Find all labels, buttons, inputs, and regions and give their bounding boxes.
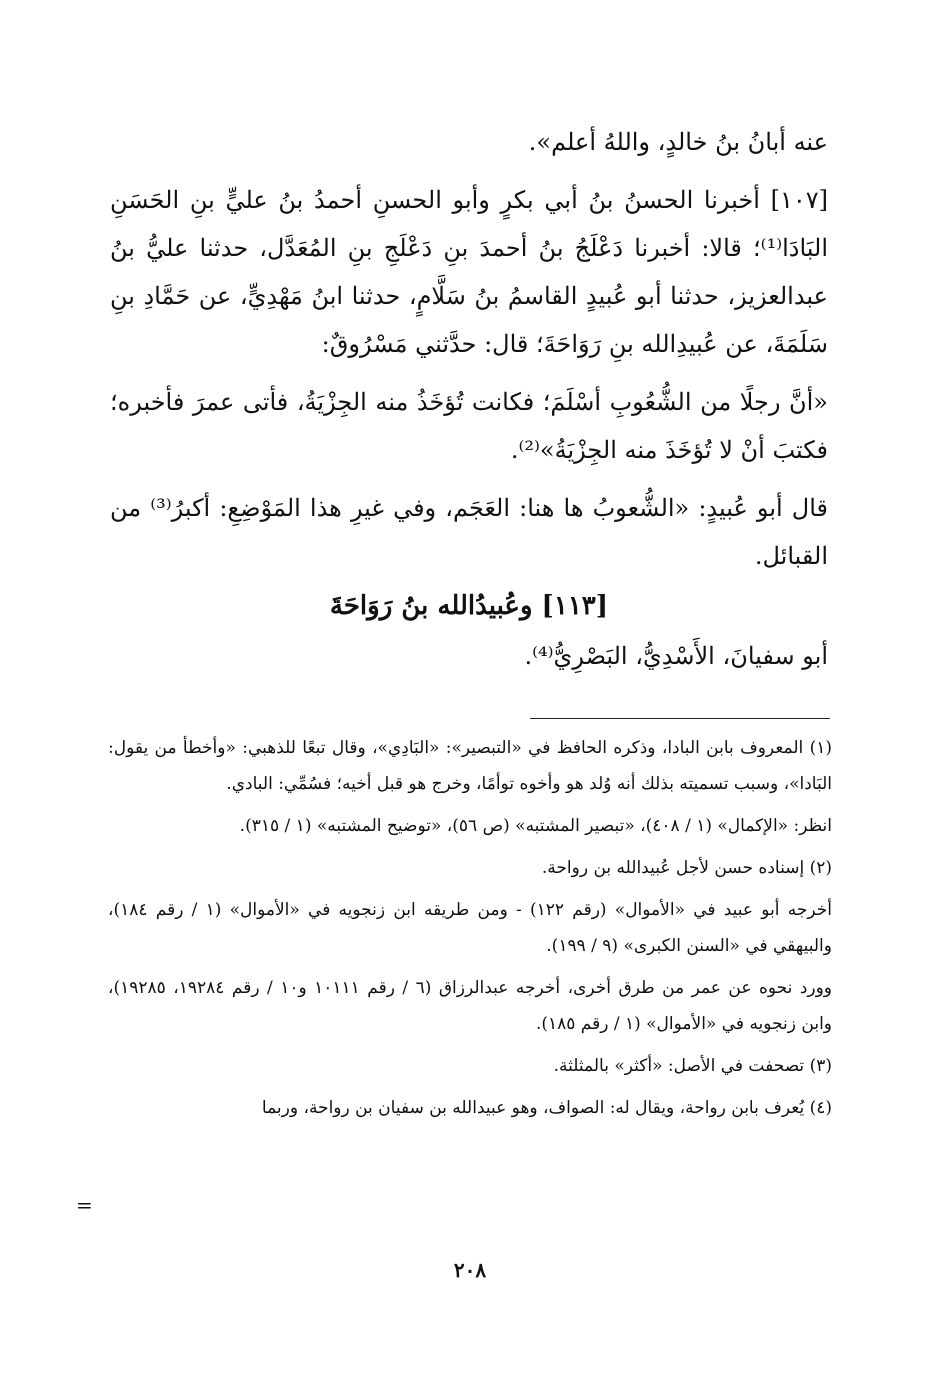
paragraph-closing-quote: عنه أبانُ بنُ خالدٍ، واللهُ أعلم». [528, 128, 828, 156]
footnote-1-refs: انظر: «الإكمال» (١ / ٤٠٨)، «تبصير المشتبه» (ص ٥٦)، «توضيح المشتبه» (١ / ٣١٥). [239, 816, 832, 836]
footnote-1-text: (١) المعروف بابن البادا، وذكره الحافظ في «التبصير»: «البَادِي»، وقال تبعًا للذهبي: «وأخطأ من يقول: البَادا»، وسبب تسميته بذلك أنه وُلد هو وأخوه توأمًا، وخرج هو قبل أخيه؛ فسُمِّي: البادي. [108, 738, 832, 794]
paragraph-hadith-107-isnad: [١٠٧] أخبرنا الحسنُ بنُ أبي بكرٍ وأبو الحسنِ أحمدُ بنُ عليٍّ بنِ الحَسَنِ البَادَا⁽¹⁾؛ قالا: أخبرنا دَعْلَجُ بنُ أحمدَ بنِ دَعْلَجِ بنِ المُعَدَّل، حدثنا عليُّ بنُ عبدالعزيز، حدثنا أبو عُبيدٍ القاسمُ بنُ سَلَّامٍ، حدثنا ابنُ مَهْدِيٍّ، عن حَمَّادِ بنِ سَلَمَةَ، عن عُبيدِالله بنِ رَوَاحَةَ؛ قال: حدَّثني مَسْرُوقٌ: [110, 186, 828, 358]
main-text [110, 118, 828, 680]
footnote-2-grading: (٢) إسناده حسن لأجل عُبيدالله بن رواحة. [541, 858, 832, 878]
paragraph-hadith-matn: «أنَّ رجلًا من الشُّعُوبِ أسْلَمَ؛ فكانت تُؤخَذُ منه الجِزْيَةُ، فأتى عمرَ فأخبره؛ فكتبَ أنْ لا تُؤخَذَ منه الجِزْيَةُ»⁽²⁾. [110, 388, 828, 464]
footnote-separator [530, 718, 830, 719]
footnote-2-other-routes: وورد نحوه عن عمر من طرق أخرى، أخرجه عبدالرزاق (٦ / رقم ١٠١١١ و١٠ / رقم ١٩٢٨٤، ١٩٢٨٥)، وابن زنجويه في «الأموال» (١ / رقم ١٨٥). [108, 978, 833, 1034]
narrator-kunya-line: أبو سفيانَ، الأَسْدِيُّ، البَصْرِيُّ⁽⁴⁾. [524, 642, 828, 670]
footnotes [108, 730, 832, 1126]
section-heading: [١١٣] وعُبيدُالله بنُ رَوَاحَةَ [329, 591, 609, 621]
footnote-3: (٣) تصحفت في الأصل: «أكثر» بالمثلثة. [553, 1056, 832, 1076]
footnote-4: (٤) يُعرف بابن رواحة، ويقال له: الصواف، وهو عبيدالله بن سفيان بن رواحة، وربما [261, 1098, 832, 1118]
continuation-mark: = [76, 1193, 93, 1217]
paragraph-abu-ubaid-comment: قال أبو عُبيدٍ: «الشُّعوبُ ها هنا: العَجَم، وفي غيرِ هذا المَوْضِعِ: أكبرُ⁽³⁾ من القبائل. [110, 494, 828, 570]
footnote-2-takhrij: أخرجه أبو عبيد في «الأموال» (رقم ١٢٢) - ومن طريقه ابن زنجويه في «الأموال» (١ / رقم ١٨٤)، والبيهقي في «السنن الكبرى» (٩ / ١٩٩). [108, 900, 832, 956]
page-number: ٢٠٨ [453, 1258, 487, 1282]
